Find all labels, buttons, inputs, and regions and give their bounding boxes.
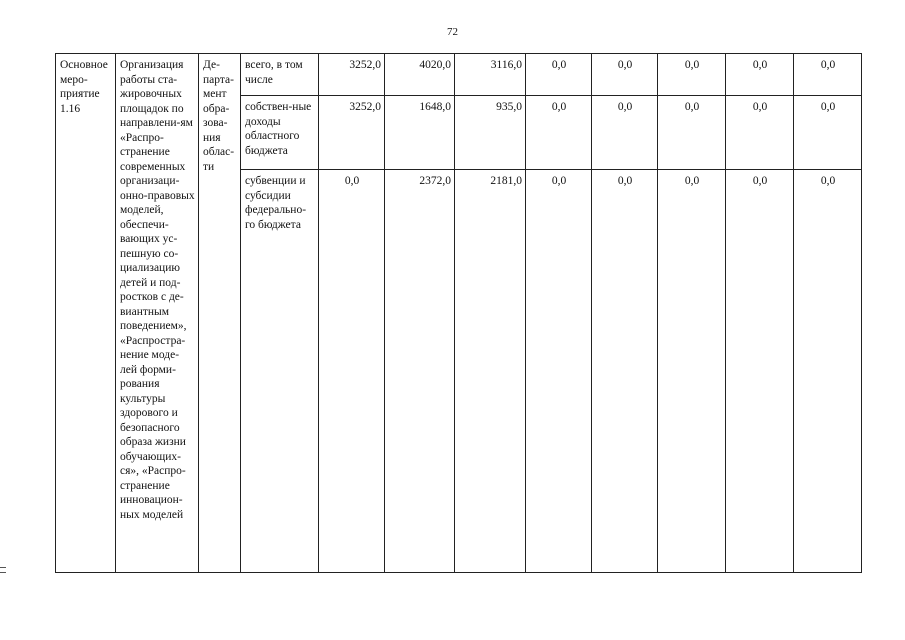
value-cell: 2181,0 bbox=[455, 170, 526, 573]
value-cell: 935,0 bbox=[455, 96, 526, 170]
value-cell: 0,0 bbox=[592, 54, 658, 96]
budget-table bbox=[55, 53, 862, 573]
funding-source-cell: субвенции и субсидии федерально-го бюджета bbox=[241, 170, 319, 573]
value-cell: 0,0 bbox=[794, 170, 862, 573]
value-cell: 0,0 bbox=[526, 170, 592, 573]
value-cell: 0,0 bbox=[726, 54, 794, 96]
value-cell: 0,0 bbox=[658, 54, 726, 96]
value-cell: 3252,0 bbox=[319, 54, 385, 96]
value-cell: 0,0 bbox=[319, 170, 385, 573]
value-cell: 0,0 bbox=[658, 96, 726, 170]
event-name-cell: Организация работы ста-жировочных площадок по направлени-ям «Распро-странение современных организаци-онно-правовых моделей, обеспечи-вающих ус-пешную со-циализацию детей и под-ростков с де-виантным поведением», «Распростра-нение моде-лей форми-рования культуры здорового и безопасного образа жизни обучающих-ся», «Распро-странение инновацион-ных моделей bbox=[116, 54, 199, 573]
value-cell: 0,0 bbox=[526, 54, 592, 96]
value-cell: 2372,0 bbox=[385, 170, 455, 573]
event-code-cell: Основное меро-приятие 1.16 bbox=[56, 54, 116, 573]
funding-source-cell: собствен-ные доходы областного бюджета bbox=[241, 96, 319, 170]
value-cell: 3252,0 bbox=[319, 96, 385, 170]
value-cell: 0,0 bbox=[592, 96, 658, 170]
value-cell: 0,0 bbox=[726, 170, 794, 573]
value-cell: 0,0 bbox=[658, 170, 726, 573]
value-cell: 0,0 bbox=[794, 96, 862, 170]
value-cell: 0,0 bbox=[526, 96, 592, 170]
table-row bbox=[56, 54, 862, 96]
value-cell: 0,0 bbox=[794, 54, 862, 96]
value-cell: 3116,0 bbox=[455, 54, 526, 96]
page-number: 72 bbox=[447, 26, 458, 38]
value-cell: 4020,0 bbox=[385, 54, 455, 96]
executor-cell: Де-парта-мент обра-зова-ния облас-ти bbox=[199, 54, 241, 573]
value-cell: 0,0 bbox=[592, 170, 658, 573]
funding-source-cell: всего, в том числе bbox=[241, 54, 319, 96]
binding-mark bbox=[0, 567, 6, 573]
value-cell: 0,0 bbox=[726, 96, 794, 170]
value-cell: 1648,0 bbox=[385, 96, 455, 170]
